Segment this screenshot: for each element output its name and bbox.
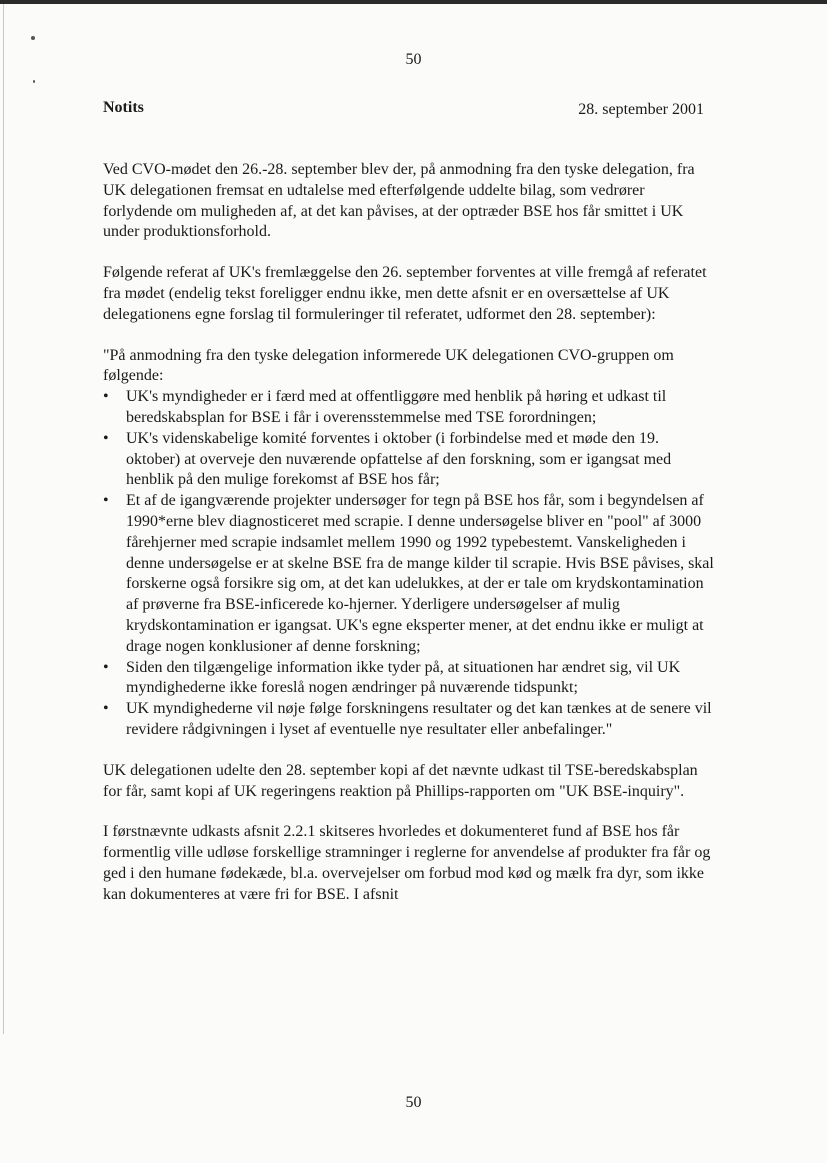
paragraph: Ved CVO-mødet den 26.-28. september blev der, på anmodning fra den tyske delegation, fra UK delegationen fremsat en udtalelse med efterfølgende uddelte bilag, som vedrører forlydende om muligheden af, at det kan påvises, at der optræder BSE hos får smittet i UK under produktionsforhold. [103,161,695,241]
bullet-list [103,387,717,741]
list-item: • UK's myndigheder er i færd med at offentliggøre med henblik på høring et udkast til beredskabsplan for BSE i får i overensstemmelse med TSE forordningen; [103,387,717,429]
document-body [103,160,717,926]
left-scan-edge [3,4,4,1034]
scan-speck [33,80,35,83]
list-item: • UK myndighederne vil nøje følge forskningens resultater og det kan tænkes at de senere vil revidere rådgivningen i lyset af eventuelle nye resultater eller anbefalinger." [103,699,717,741]
document-type-label: Notits [103,99,144,116]
list-item: • Siden den tilgængelige information ikke tyder på, at situationen har ændret sig, vil UK myndighederne ikke foreslå nogen ændringer på nuværende tidspunkt; [103,658,717,700]
page-number-bottom: 50 [405,1094,422,1111]
top-border-line [0,0,827,4]
scan-speck [31,36,35,40]
paragraph: "På anmodning fra den tyske delegation informerede UK delegationen CVO-gruppen om følgende: [103,346,674,385]
paragraph: UK delegationen udelte den 28. september kopi af det nævnte udkast til TSE-beredskabsplan for får, samt kopi af UK regeringens reaktion på Phillips-rapporten om "UK BSE-inquiry". [103,761,698,800]
list-item: • Et af de igangværende projekter undersøger for tegn på BSE hos får, som i begyndelsen af 1990*erne blev diagnosticeret med scrapie. I denne undersøgelse bliver en "pool" af 3000 fårehjerner med scrapie indsamlet mellem 1990 og 1992 typebestemt. Vanskeligheden i denne undersøgelse er at skelne BSE fra de mange kilder til scrapie. Hvis BSE påvises, skal forskerne også forsikre sig om, at det kan udelukkes, at der er tale om krydskontamination af prøverne fra BSE-inficerede ko-hjerner. Yderligere undersøgelser af mulig krydskontamination er igangsat. UK's egne eksperter mener, at det endnu ikke er muligt at drage nogen konklusioner af denne forskning; [103,491,717,657]
paragraph: Følgende referat af UK's fremlæggelse den 26. september forventes at ville fremgå af referatet fra mødet (endelig tekst foreligger endnu ikke, men dette afsnit er en oversættelse af UK delegationens egne forslag til formuleringer til referatet, udformet den 28. september): [103,264,707,323]
page-number-top: 50 [405,51,422,68]
paragraph: I førstnævnte udkasts afsnit 2.2.1 skitseres hvorledes et dokumenteret fund af BSE hos får formentlig ville udløse forskellige stramninger i reglerne for anvendelse af produkter fra får og ged i den humane fødekæde, bl.a. overvejelser om forbud mod kød og mælk fra dyr, som ikke kan dokumenteres at være fri for BSE. I afsnit [103,823,711,903]
list-item: • UK's videnskabelige komité forventes i oktober (i forbindelse med et møde den 19. oktober) at overveje den nuværende opfattelse af den forskning, som er igangsat med henblik på den mulige forekomst af BSE hos får; [103,429,717,491]
document-date: 28. september 2001 [578,101,704,118]
